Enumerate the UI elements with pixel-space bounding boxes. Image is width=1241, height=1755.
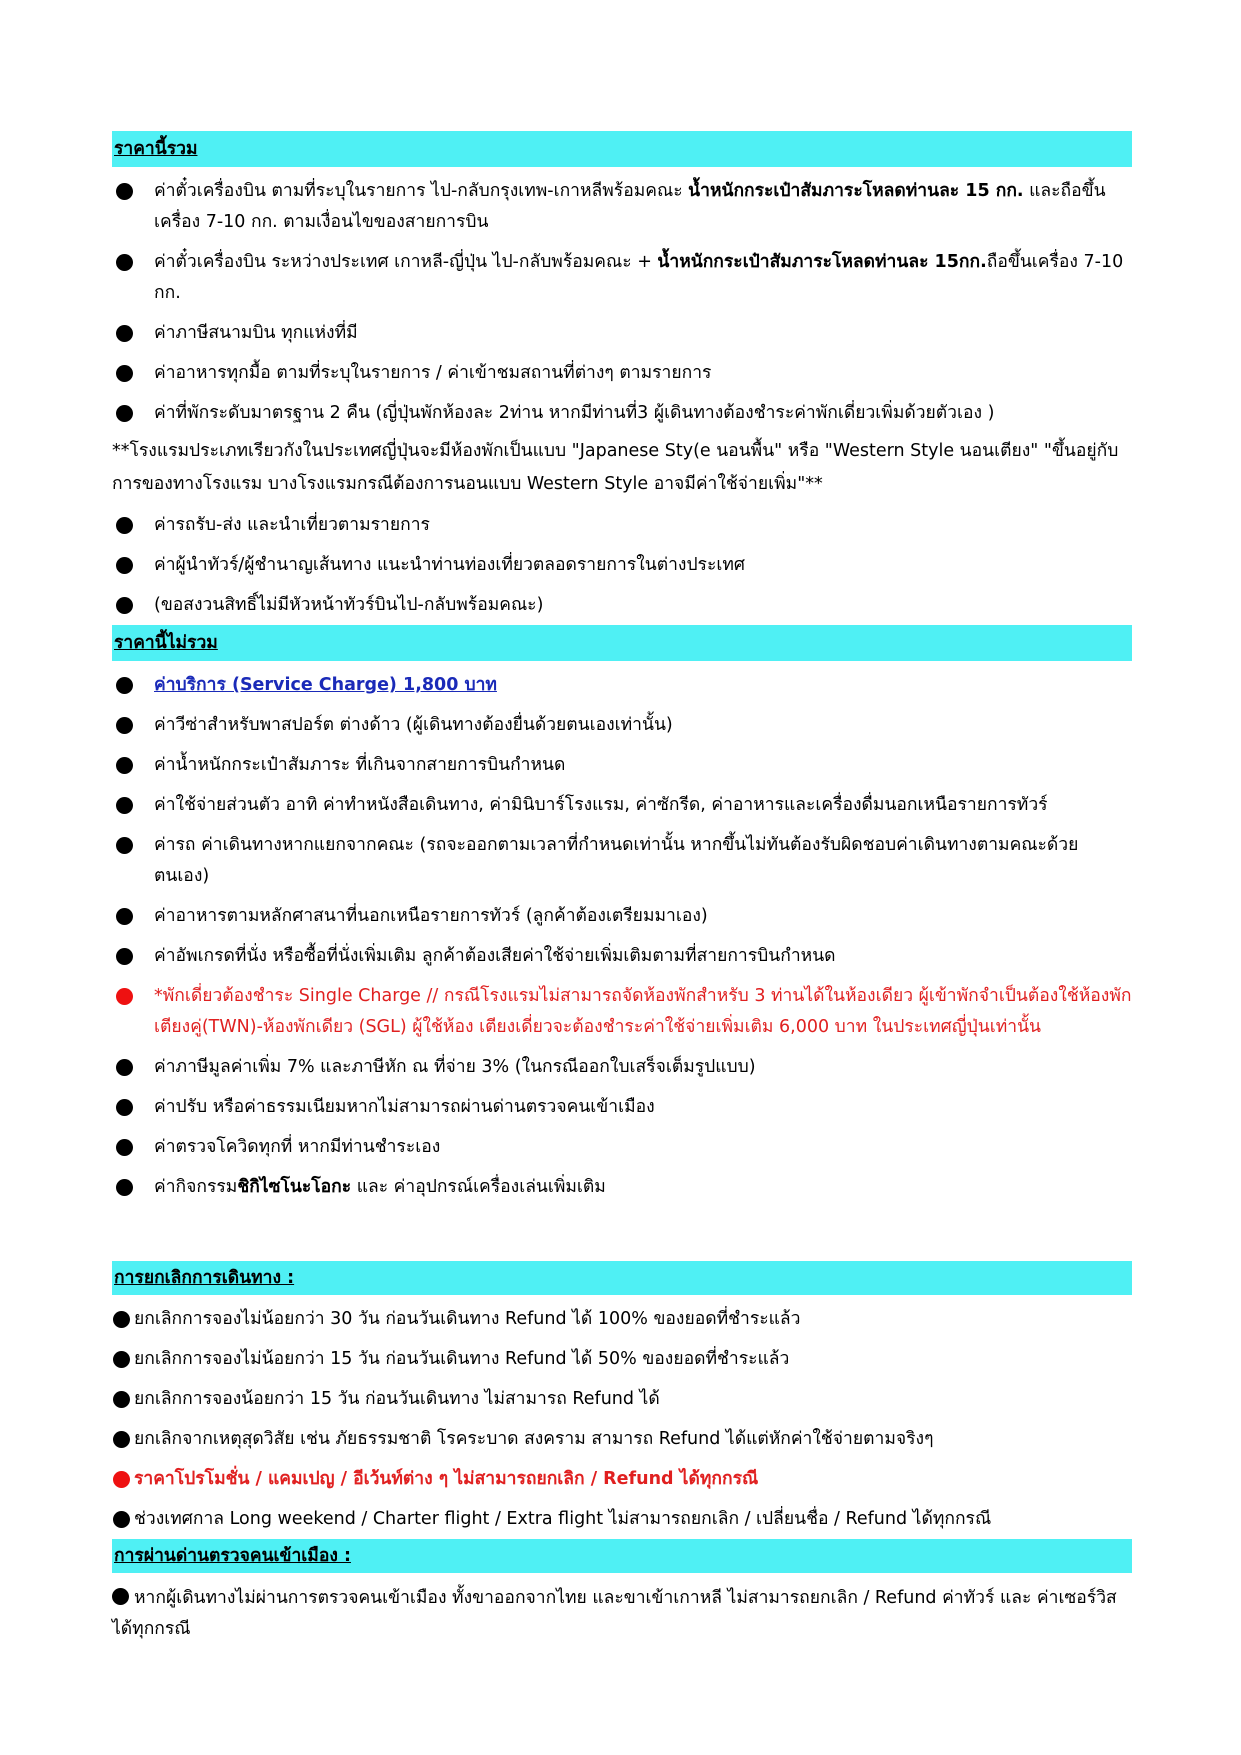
list-item: ยกเลิกการจองไม่น้อยกว่า 15 วัน ก่อนวันเดินทาง Refund ได้ 50% ของยอดที่ชำระแล้ว bbox=[112, 1344, 1132, 1375]
bullet-icon bbox=[116, 837, 133, 854]
bullet-icon bbox=[116, 254, 133, 271]
list-item: ค่าที่พักระดับมาตรฐาน 2 คืน (ญี่ปุ่นพักห้องละ 2ท่าน หากมีท่านที่3 ผู้เดินทางต้องชำระค่าพักเดี่ยวเพิ่มด้วยตัวเอง ) bbox=[112, 398, 1132, 429]
list-item: ยกเลิกจากเหตุสุดวิสัย เช่น ภัยธรรมชาติ โรคระบาด สงคราม สามารถ Refund ได้แต่หักค่าใช้จ่ายตามจริงๆ bbox=[112, 1424, 1132, 1455]
bullet-icon bbox=[116, 183, 133, 200]
bullet-icon bbox=[116, 1179, 133, 1196]
list-item: ช่วงเทศกาล Long weekend / Charter flight / Extra flight ไม่สามารถยกเลิก / เปลี่ยนชื่อ / Refund ได้ทุกกรณี bbox=[112, 1504, 1132, 1535]
bullet-icon bbox=[112, 1588, 129, 1605]
list-item: ค่าผู้นำทัวร์/ผู้ชำนาญเส้นทาง แนะนำท่านท่องเที่ยวตลอดรายการในต่างประเทศ bbox=[112, 550, 1132, 581]
bullet-icon bbox=[116, 908, 133, 925]
bullet-icon bbox=[116, 1059, 133, 1076]
bullet-icon bbox=[113, 1431, 130, 1448]
section-header-cancel: การยกเลิกการเดินทาง : bbox=[112, 1261, 1132, 1295]
list-item: ค่าตั๋วเครื่องบิน ระหว่างประเทศ เกาหลี-ญี่ปุ่น ไป-กลับพร้อมคณะ + น้ำหนักกระเป๋าสัมภาระโหลดท่านละ 15กก.ถือขึ้นเครื่อง 7-10 กก. bbox=[112, 247, 1132, 309]
list-item: ค่ากิจกรรมชิกิไซโนะโอกะ และ ค่าอุปกรณ์เครื่องเล่นเพิ่มเติม bbox=[112, 1172, 1132, 1203]
bullet-icon bbox=[116, 325, 133, 342]
bullet-icon bbox=[116, 405, 133, 422]
list-item-immigration: หากผู้เดินทางไม่ผ่านการตรวจคนเข้าเมือง ทั้งขาออกจากไทย และขาเข้าเกาหลี ไม่สามารถยกเลิก / Refund ค่าทัวร์ และ ค่าเซอร์วิสได้ทุกกรณี bbox=[112, 1588, 1117, 1639]
list-item: ค่าตรวจโควิดทุกที่ หากมีท่านชำระเอง bbox=[112, 1132, 1132, 1163]
list-item: ค่าอาหารตามหลักศาสนาที่นอกเหนือรายการทัวร์ (ลูกค้าต้องเตรียมมาเอง) bbox=[112, 901, 1132, 932]
bullet-icon bbox=[116, 365, 133, 382]
bullet-icon bbox=[116, 757, 133, 774]
bullet-icon bbox=[116, 597, 133, 614]
list-item: ค่าอาหารทุกมื้อ ตามที่ระบุในรายการ / ค่าเข้าชมสถานที่ต่างๆ ตามรายการ bbox=[112, 358, 1132, 389]
bullet-icon bbox=[116, 948, 133, 965]
service-charge-link[interactable]: ค่าบริการ (Service Charge) 1,800 บาท bbox=[154, 675, 497, 695]
list-item: ค่ารถรับ-ส่ง และนำเที่ยวตามรายการ bbox=[112, 510, 1132, 541]
list-item: ค่าภาษีสนามบิน ทุกแห่งที่มี bbox=[112, 318, 1132, 349]
section-header-excluded: ราคานี้ไม่รวม bbox=[112, 625, 1132, 661]
list-item: ยกเลิกการจองไม่น้อยกว่า 30 วัน ก่อนวันเดินทาง Refund ได้ 100% ของยอดที่ชำระแล้ว bbox=[112, 1304, 1132, 1335]
ryokan-note: **โรงแรมประเภทเรียวกังในประเทศญี่ปุ่นจะมีห้องพักเป็นแบบ "Japanese Sty(e นอนพื้น" หรือ "Western Style นอนเตียง" "ขึ้นอยู่กับการของทางโรงแรม บางโรงแรมกรณีต้องการนอนแบบ Western Style อาจมีค่าใช้จ่ายเพิ่ม"** bbox=[112, 441, 1119, 494]
list-item: ค่ารถ ค่าเดินทางหากแยกจากคณะ (รถจะออกตามเวลาที่กำหนดเท่านั้น หากขึ้นไม่ทันต้องรับผิดชอบค่าเดินทางตามคณะด้วยตนเอง) bbox=[112, 830, 1132, 892]
list-item-single-charge: *พักเดี่ยวต้องชำระ Single Charge // กรณีโรงแรมไม่สามารถจัดห้องพักสำหรับ 3 ท่านได้ในห้องเดียว ผู้เข้าพักจำเป็นต้องใช้ห้องพักเตียงคู่(TWN)-ห้องพักเดียว (SGL) ผู้ใช้ห้อง เตียงเดี่ยวจะต้องชำระค่าใช้จ่ายเพิ่มเติม 6,000 บาท ในประเทศญี่ปุ่นเท่านั้น bbox=[112, 981, 1132, 1043]
red-bullet-icon bbox=[116, 988, 133, 1005]
bullet-icon bbox=[116, 717, 133, 734]
list-item: ค่าน้ำหนักกระเป๋าสัมภาระ ที่เกินจากสายการบินกำหนด bbox=[112, 750, 1132, 781]
bullet-icon bbox=[113, 1511, 130, 1528]
bullet-icon bbox=[113, 1311, 130, 1328]
section-header-included: ราคานี้รวม bbox=[112, 131, 1132, 167]
bullet-icon bbox=[113, 1351, 130, 1368]
list-item: ค่าภาษีมูลค่าเพิ่ม 7% และภาษีหัก ณ ที่จ่าย 3% (ในกรณีออกใบเสร็จเต็มรูปแบบ) bbox=[112, 1052, 1132, 1083]
list-item: ค่าตั๋วเครื่องบิน ตามที่ระบุในรายการ ไป-กลับกรุงเทพ-เกาหลีพร้อมคณะ น้ำหนักกระเป๋าสัมภาระโหลดท่านละ 15 กก. และถือขึ้นเครื่อง 7-10 กก. ตามเงื่อนไขของสายการบิน bbox=[112, 176, 1132, 238]
list-item: ค่าวีซ่าสำหรับพาสปอร์ต ต่างด้าว (ผู้เดินทางต้องยื่นด้วยตนเองเท่านั้น) bbox=[112, 710, 1132, 741]
bullet-icon bbox=[116, 557, 133, 574]
list-item: ค่าปรับ หรือค่าธรรมเนียมหากไม่สามารถผ่านด่านตรวจคนเข้าเมือง bbox=[112, 1092, 1132, 1123]
list-item: (ขอสงวนสิทธิ์ไม่มีหัวหน้าทัวร์บินไป-กลับพร้อมคณะ) bbox=[112, 590, 1132, 621]
list-item-promo: ราคาโปรโมชั่น / แคมเปญ / อีเว้นท์ต่าง ๆ ไม่สามารถยกเลิก / Refund ได้ทุกกรณี bbox=[112, 1464, 1132, 1495]
bullet-icon bbox=[116, 1139, 133, 1156]
list-item: ค่าอัพเกรดที่นั่ง หรือซื้อที่นั่งเพิ่มเติม ลูกค้าต้องเสียค่าใช้จ่ายเพิ่มเติมตามที่สายการบินกำหนด bbox=[112, 941, 1132, 972]
bullet-icon bbox=[116, 517, 133, 534]
bullet-icon bbox=[113, 1391, 130, 1408]
document-page bbox=[112, 131, 1132, 1645]
list-item bbox=[112, 670, 1132, 701]
bullet-icon bbox=[116, 677, 133, 694]
bullet-icon bbox=[116, 797, 133, 814]
list-item: ยกเลิกการจองน้อยกว่า 15 วัน ก่อนวันเดินทาง ไม่สามารถ Refund ได้ bbox=[112, 1384, 1132, 1415]
red-bullet-icon bbox=[113, 1471, 130, 1488]
bullet-icon bbox=[116, 1099, 133, 1116]
section-header-immigration: การผ่านด่านตรวจคนเข้าเมือง : bbox=[112, 1539, 1132, 1573]
list-item: ค่าใช้จ่ายส่วนตัว อาทิ ค่าทำหนังสือเดินทาง, ค่ามินิบาร์โรงแรม, ค่าซักรีด, ค่าอาหารและเครื่องดื่มนอกเหนือรายการทัวร์ bbox=[112, 790, 1132, 821]
